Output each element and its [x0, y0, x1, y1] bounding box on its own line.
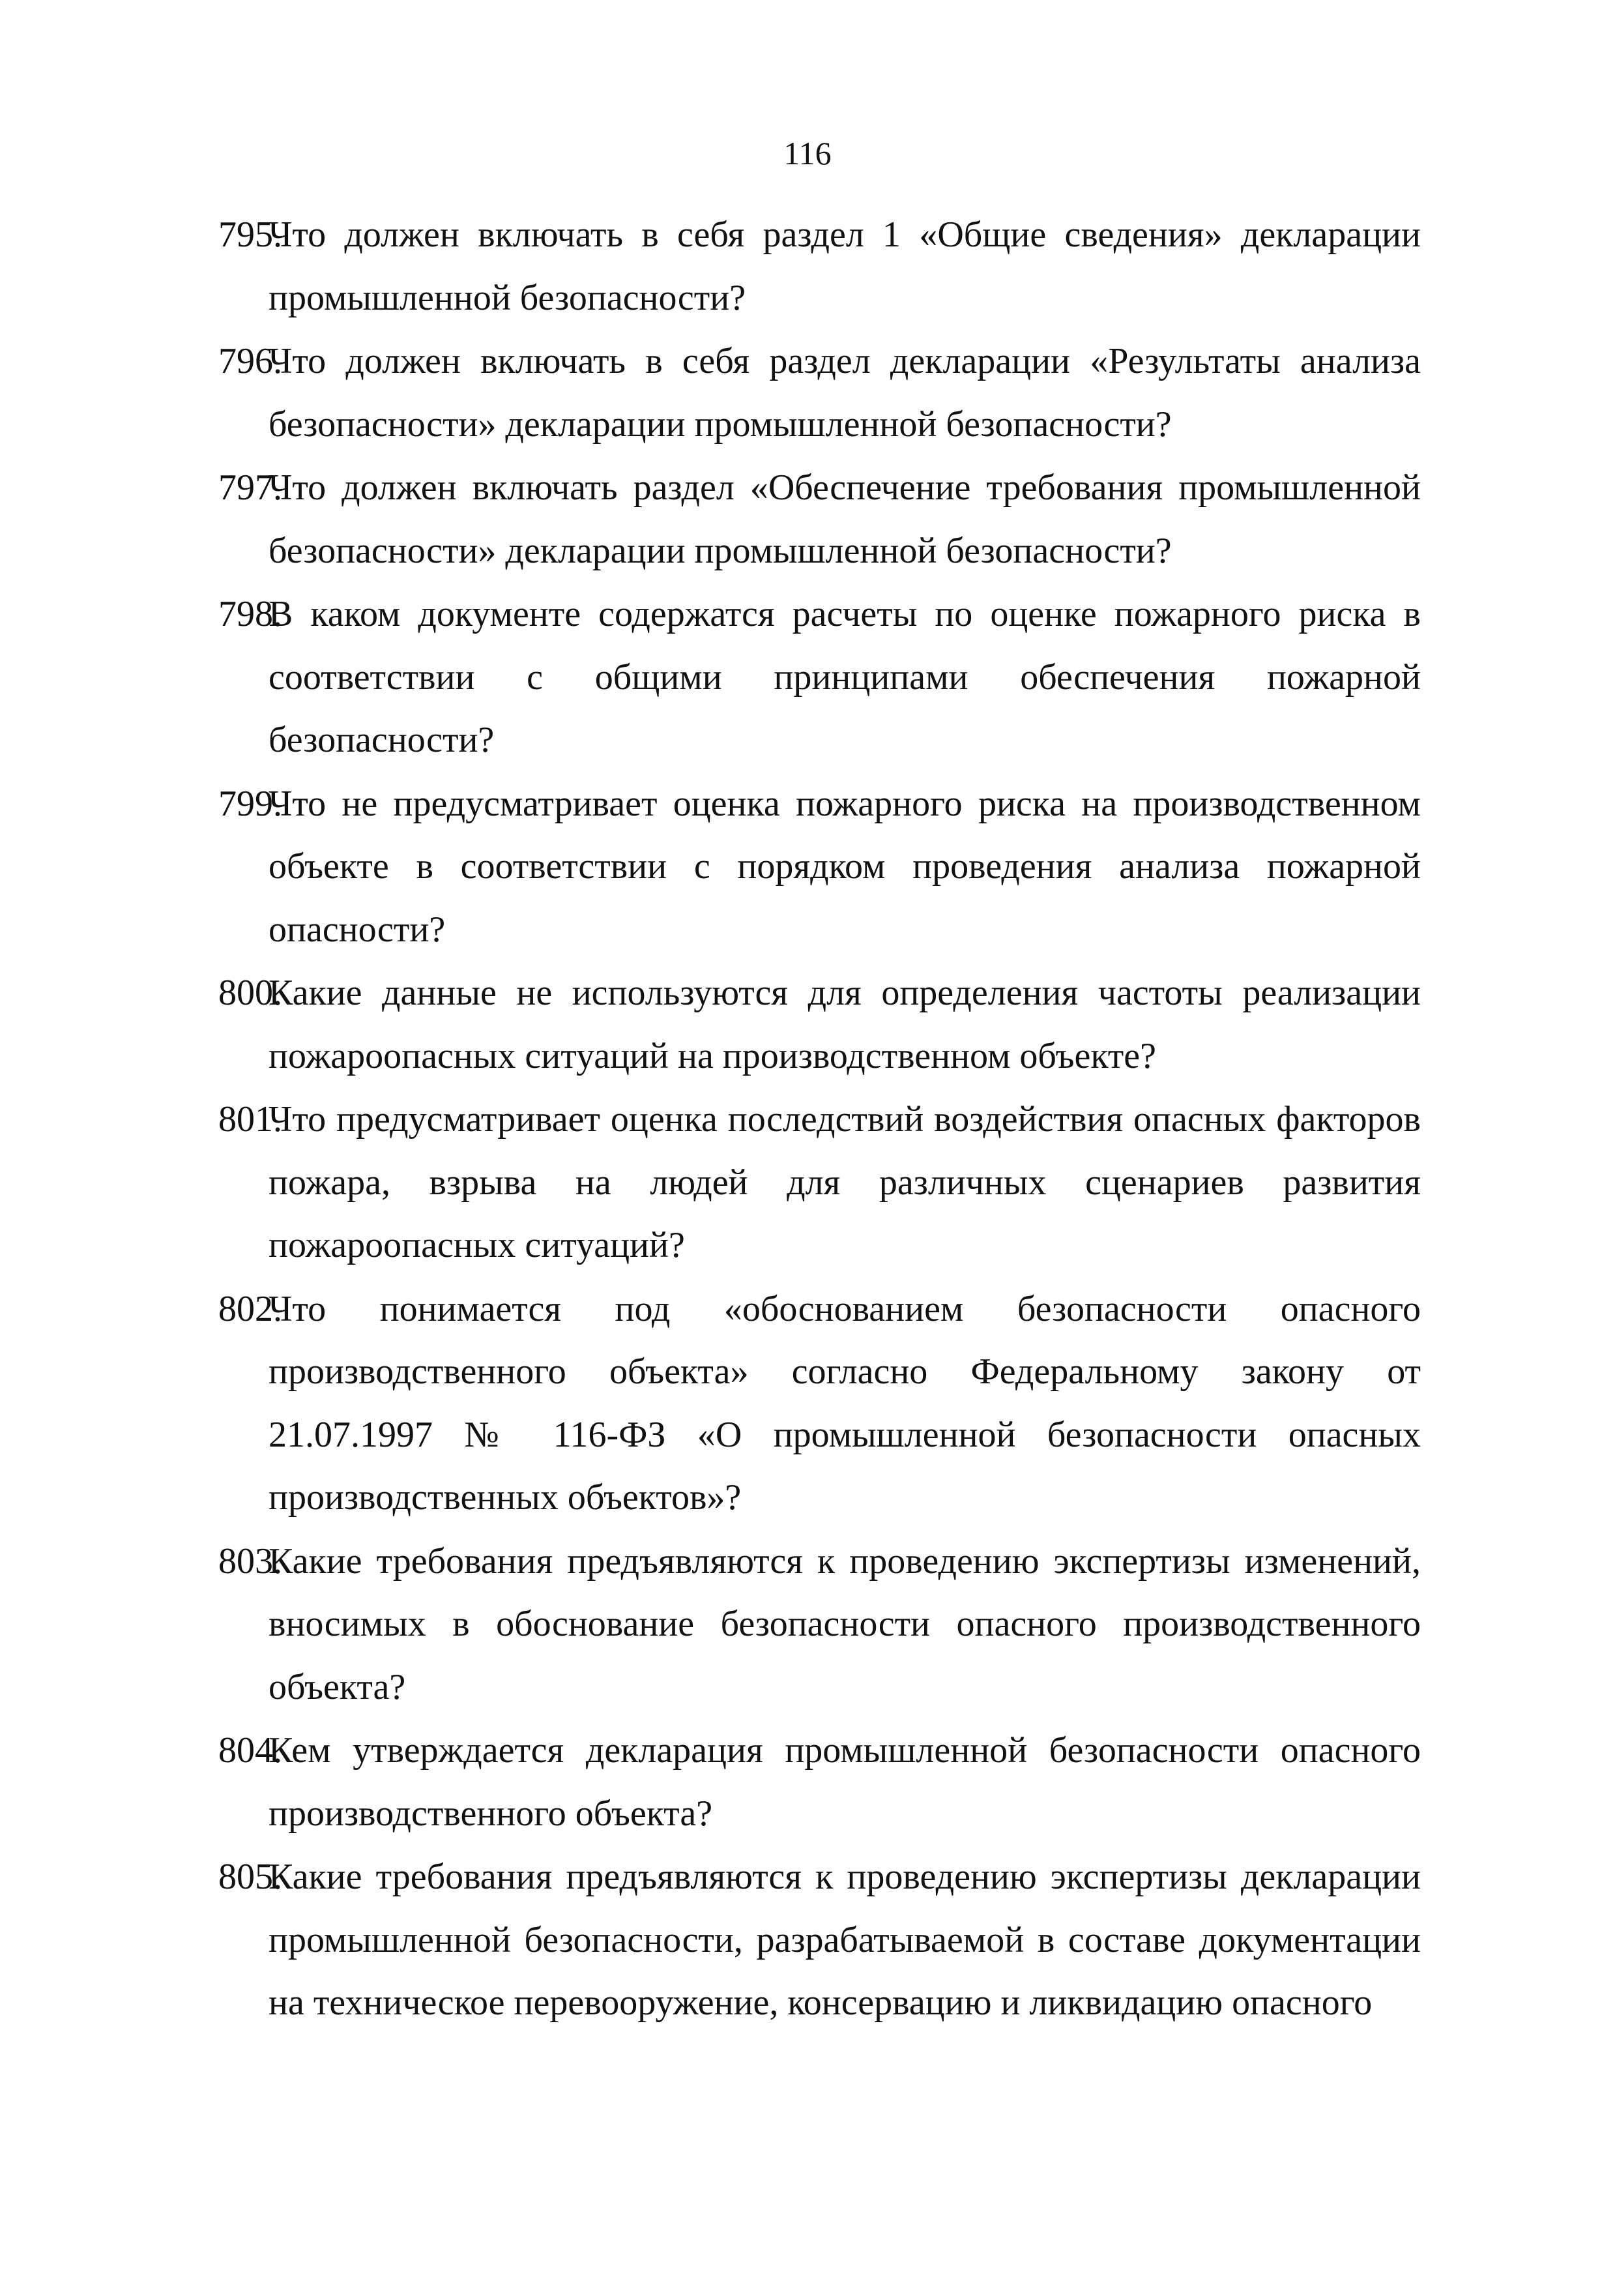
question-text: Что должен включать в себя раздел 1 «Общие сведения» декларации промышленной безопасности?	[269, 214, 1421, 318]
question-item	[218, 583, 1421, 772]
question-text: Что не предусматривает оценка пожарного риска на производственном объекте в соответствии с порядком проведения анализа пожарной опасности?	[269, 783, 1421, 950]
question-item	[218, 1530, 1421, 1719]
question-text: Какие требования предъявляются к проведению экспертизы изменений, вносимых в обоснование безопасности опасного производственного объекта?	[269, 1540, 1421, 1707]
question-text: Что понимается под «обоснованием безопасности опасного производственного объекта» согласно Федеральному закону от 21.07.1997 № 116-ФЗ «О промышленной безопасности опасных производственных объектов»?	[269, 1288, 1421, 1518]
question-text: Какие требования предъявляются к проведению экспертизы декларации промышленной безопасности, разрабатываемой в составе документации на техническое перевооружение, консервацию и ликвидацию опасного	[269, 1857, 1421, 2023]
page-number: 116	[783, 135, 832, 171]
question-item	[218, 1088, 1421, 1277]
question-number: 802.	[218, 1288, 282, 1329]
question-item	[218, 773, 1421, 962]
question-item	[218, 1719, 1421, 1845]
question-text: Что должен включать раздел «Обеспечение требования промышленной безопасности» декларации промышленной безопасности?	[269, 467, 1421, 571]
question-text: Что должен включать в себя раздел декларации «Результаты анализа безопасности» декларации промышленной безопасности?	[269, 341, 1421, 445]
question-item	[218, 962, 1421, 1087]
question-number: 804.	[218, 1730, 282, 1771]
question-number: 799.	[218, 783, 282, 824]
question-item	[218, 1278, 1421, 1529]
question-list	[218, 203, 1421, 2035]
question-item	[218, 330, 1421, 456]
question-number: 805.	[218, 1857, 282, 1897]
question-text: В каком документе содержатся расчеты по оценке пожарного риска в соответствии с общими принципами обеспечения пожарной безопасности?	[269, 594, 1421, 760]
question-number: 801.	[218, 1099, 282, 1140]
question-number: 798.	[218, 594, 282, 634]
question-text: Что предусматривает оценка последствий воздействия опасных факторов пожара, взрыва на людей для различных сценариев развития пожароопасных ситуаций?	[269, 1099, 1421, 1265]
question-number: 800.	[218, 973, 282, 1013]
question-text: Какие данные не используются для определения частоты реализации пожароопасных ситуаций на производственном объекте?	[269, 973, 1421, 1076]
question-number: 797.	[218, 467, 282, 508]
question-number: 795.	[218, 214, 282, 255]
question-item	[218, 456, 1421, 582]
question-text: Кем утверждается декларация промышленной безопасности опасного производственного объекта?	[269, 1730, 1421, 1834]
question-item	[218, 203, 1421, 329]
question-item	[218, 1846, 1421, 2035]
question-number: 796.	[218, 341, 282, 381]
question-number: 803.	[218, 1540, 282, 1582]
